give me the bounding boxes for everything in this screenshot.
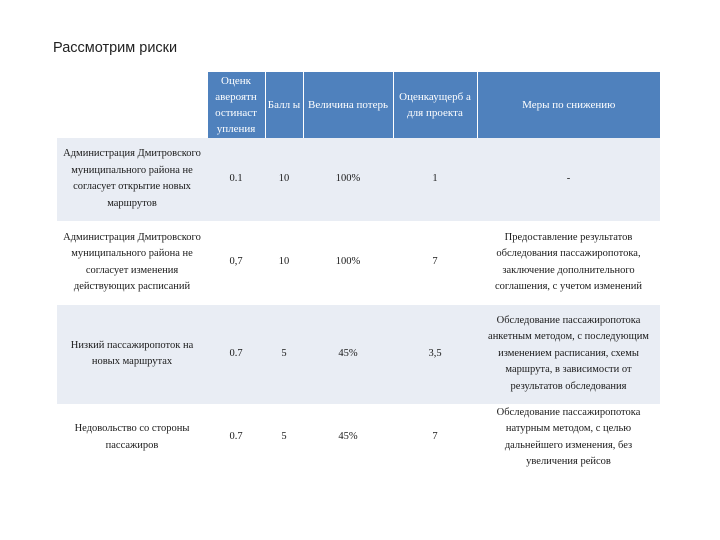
header-risk-name xyxy=(57,72,207,138)
risk-name: Администрация Дмитровского муниципального района не согласует открытие новых маршрутов xyxy=(57,138,207,221)
probability-value: 0.1 xyxy=(207,138,265,221)
damage-value: 3,5 xyxy=(393,304,477,404)
header-damage-assessment: Оценкаущерб а для проекта xyxy=(393,72,477,138)
damage-value: 7 xyxy=(393,221,477,304)
probability-value: 0.7 xyxy=(207,304,265,404)
points-value: 5 xyxy=(265,404,303,471)
header-points: Балл ы xyxy=(265,72,303,138)
header-loss-size: Величина потерь xyxy=(303,72,393,138)
header-mitigation: Меры по снижению xyxy=(477,72,660,138)
mitigation-text: Обследование пассажиропотока натурным методом, с целью дальнейшего изменения, без увеличения рейсов xyxy=(477,404,660,471)
loss-value: 100% xyxy=(303,138,393,221)
mitigation-text: - xyxy=(477,138,660,221)
loss-value: 45% xyxy=(303,304,393,404)
header-probability: Оценк авероятн остинаст упления xyxy=(207,72,265,138)
table-row xyxy=(57,221,660,304)
loss-value: 45% xyxy=(303,404,393,471)
mitigation-text: Обследование пассажиропотока анкетным методом, с последующим изменением расписания, схемы маршрута, в зависимости от результатов обследования xyxy=(477,304,660,404)
risk-name: Низкий пассажиропоток на новых маршрутах xyxy=(57,304,207,404)
probability-value: 0.7 xyxy=(207,404,265,471)
points-value: 10 xyxy=(265,138,303,221)
risk-name: Недовольство со стороны пассажиров xyxy=(57,404,207,471)
points-value: 5 xyxy=(265,304,303,404)
points-value: 10 xyxy=(265,221,303,304)
damage-value: 7 xyxy=(393,404,477,471)
risk-name: Администрация Дмитровского муниципального района не согласует изменения действующих расписаний xyxy=(57,221,207,304)
damage-value: 1 xyxy=(393,138,477,221)
table-row xyxy=(57,138,660,221)
mitigation-text: Предоставление результатов обследования пассажиропотока, заключение дополнительного соглашения, с учетом изменений xyxy=(477,221,660,304)
risk-table xyxy=(57,72,660,471)
table-row xyxy=(57,304,660,404)
table-row xyxy=(57,404,660,471)
loss-value: 100% xyxy=(303,221,393,304)
table-header-row xyxy=(57,72,660,138)
probability-value: 0,7 xyxy=(207,221,265,304)
slide-title: Рассмотрим риски xyxy=(53,40,178,56)
